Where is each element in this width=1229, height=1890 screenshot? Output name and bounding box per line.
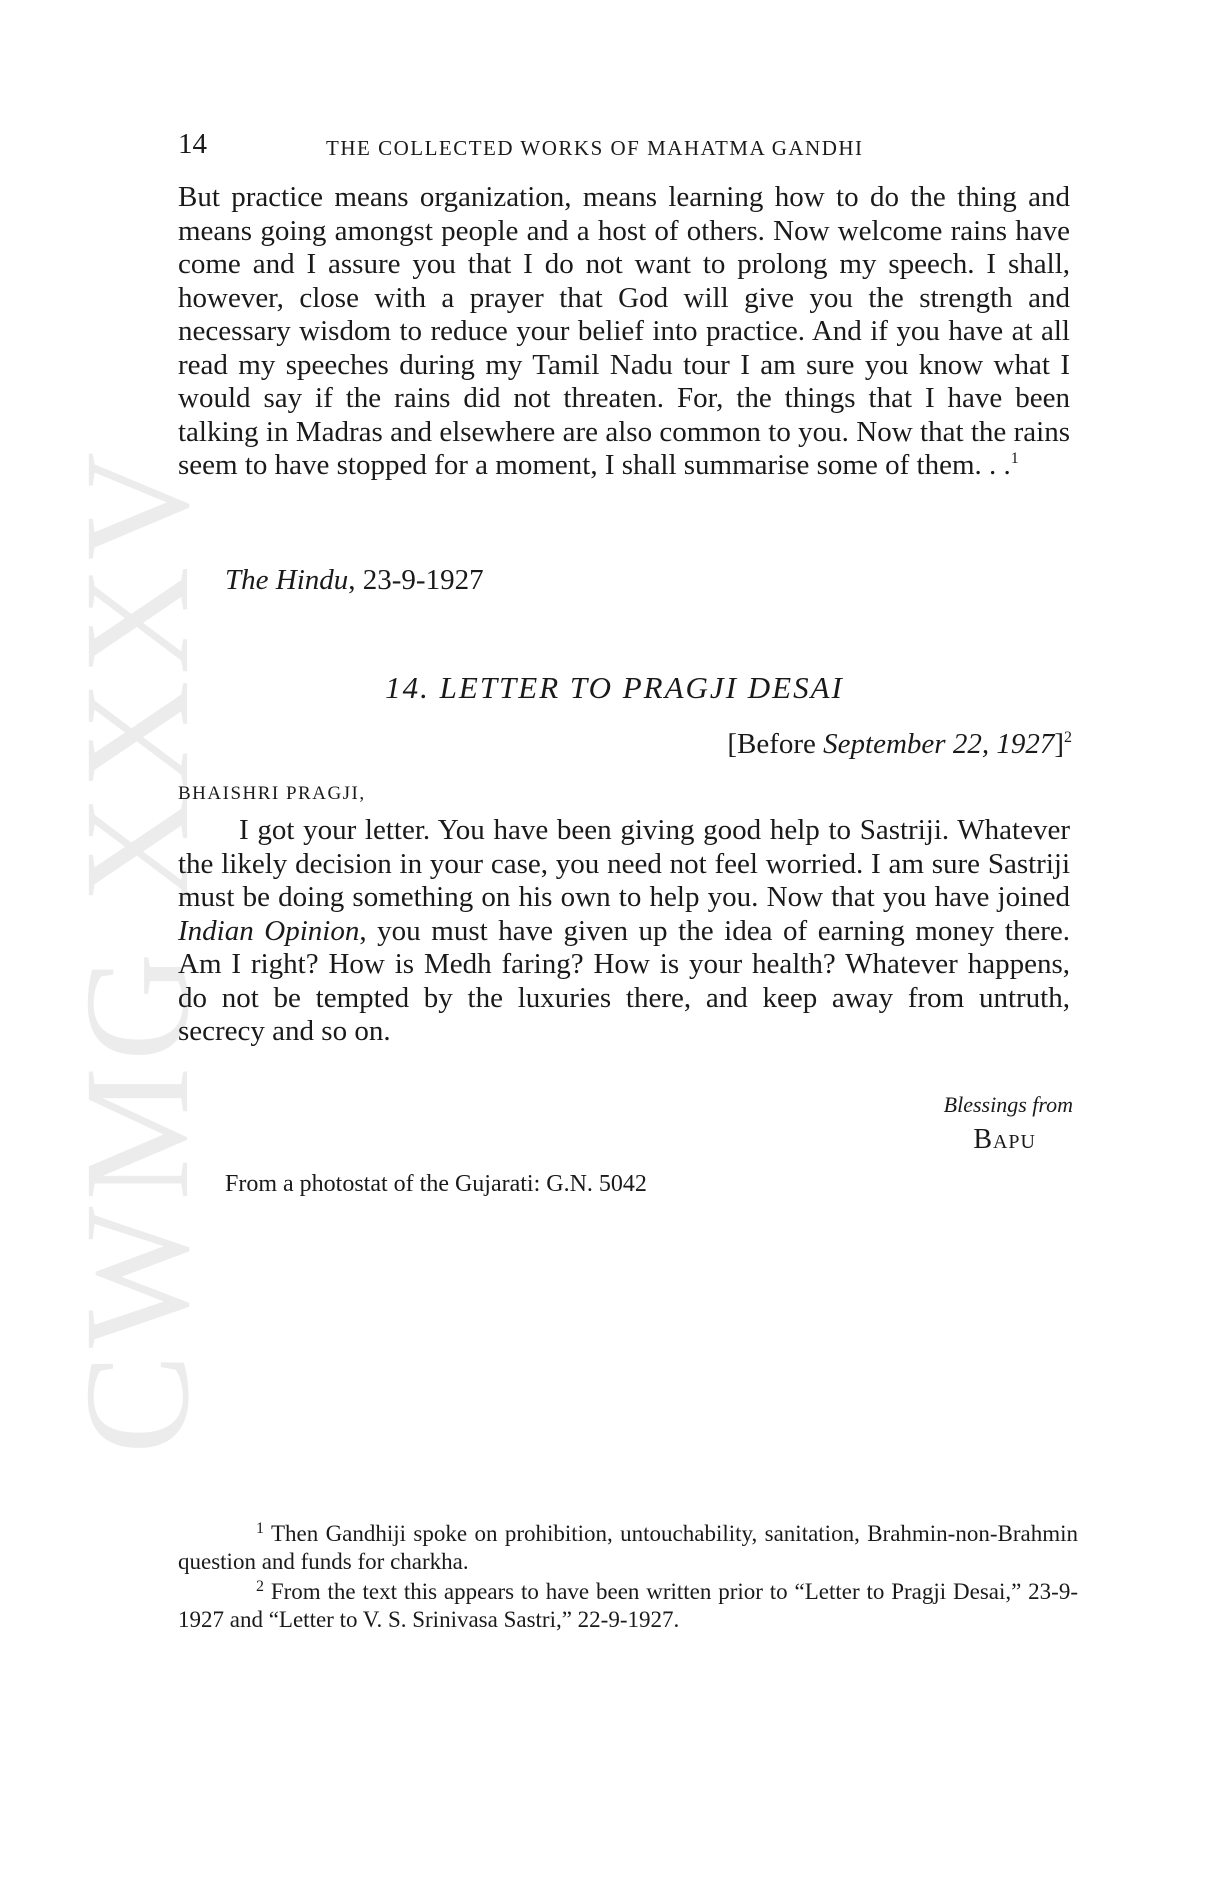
footnote-2 (178, 1573, 1078, 1634)
watermark-text: CWMG XXXV (54, 445, 221, 1455)
page-header (178, 128, 1070, 164)
dateline-close: ] (1054, 728, 1064, 760)
source-publication: The Hindu (225, 564, 349, 596)
salutation: BHAISHRI PRAGJI, (178, 783, 366, 804)
newspaper-title: Indian Opinion (178, 914, 360, 947)
letter-body (178, 814, 1070, 1049)
speech-text: But practice means organization, means learning how to do the thing and means going amongst people and a host of others. Now welcome rains have come and I assure you that I do not want to prolong my speech. I shall, however, close with a prayer that God will give you the strength and necessary wisdom to reduce your belief into practice. And if you have at all read my speeches during my Tamil Nadu tour I am sure you know what I would say if the rains did not threaten. For, the things that I have been talking in Madras and elsewhere are also common to you. Now that the rains seem to have stopped for a moment, I shall summarise some of them. . . (178, 181, 1070, 481)
footnote-2-mark: 2 (256, 1578, 264, 1595)
footnote-ref-1: 1 (1010, 450, 1019, 467)
letter-title: 14. LETTER TO PRAGJI DESAI (385, 670, 844, 705)
page-number: 14 (178, 128, 207, 160)
dateline-date: September 22, 1927 (823, 728, 1055, 760)
letter-dateline (727, 728, 1072, 761)
letter-body-text-2: , you must have given up the idea of earning money there. Am I right? How is Medh faring? How is your health? Whatever happens, do not be tempted by the luxuries there, and keep away from untruth, secrecy and so on. (178, 914, 1070, 1047)
speech-paragraph (178, 181, 1070, 483)
signature: Bapu (973, 1124, 1036, 1155)
footnote-1-mark: 1 (256, 1520, 264, 1537)
footnote-1-text: Then Gandhiji spoke on prohibition, untouchability, sanitation, Brahmin-non-Brahmin question and funds for charkha. (178, 1521, 1078, 1574)
letter-source: From a photostat of the Gujarati: G.N. 5042 (225, 1171, 647, 1197)
dateline-open: [Before (727, 728, 824, 760)
source-date: , 23-9-1927 (348, 564, 484, 596)
running-head: THE COLLECTED WORKS OF MAHATMA GANDHI (326, 136, 864, 160)
footnote-ref-2: 2 (1064, 729, 1072, 746)
letter-body-text-1: I got your letter. You have been giving good help to Sastriji. Whatever the likely decision in your case, you need not feel worried. I am sure Sastriji must be doing something on his own to help you. Now that you have joined (178, 814, 1070, 913)
footnote-2-text: From the text this appears to have been written prior to “Letter to Pragji Desai,” 23-9-1927 and “Letter to V. S. Srinivasa Sastri,” 22-9-1927. (178, 1579, 1078, 1632)
footnote-1 (178, 1515, 1078, 1576)
closing: Blessings from (943, 1092, 1073, 1117)
speech-source (225, 564, 484, 598)
